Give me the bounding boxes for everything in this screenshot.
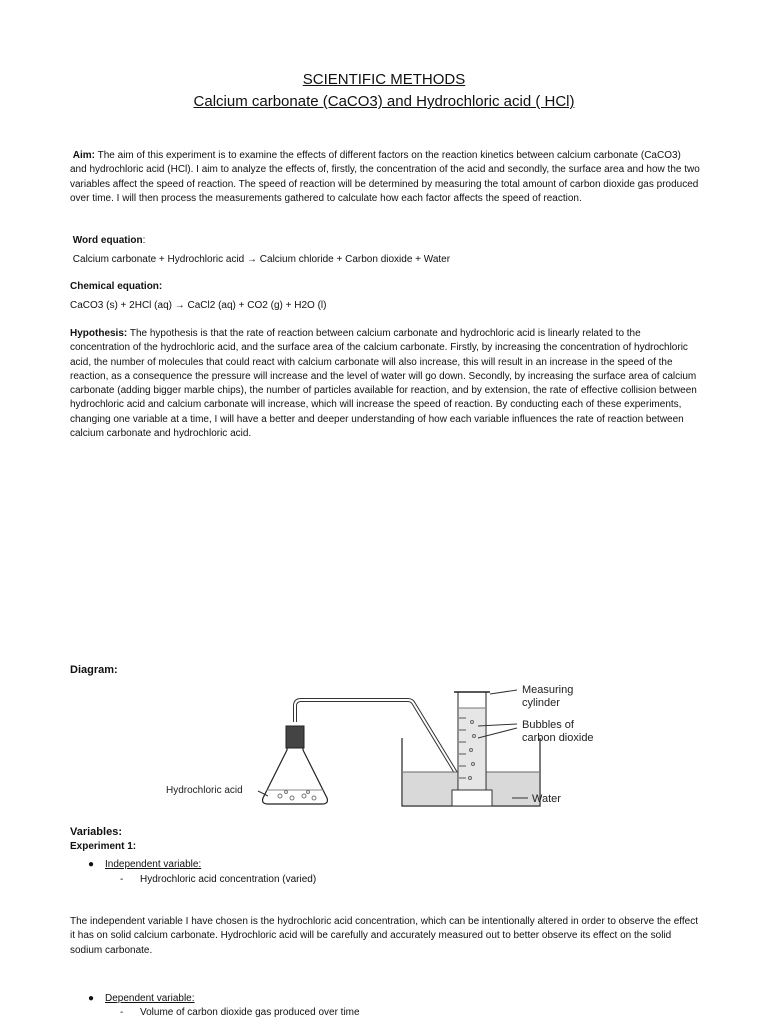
- stopper: [286, 726, 304, 748]
- dependent-variable-bullet: [88, 992, 195, 1005]
- dependent-variable-label: Dependent variable:: [105, 993, 195, 1004]
- experiment-1-heading: Experiment 1:: [70, 841, 137, 852]
- bullet-dot: ●: [88, 993, 95, 1004]
- hypothesis-label: Hypothesis:: [70, 328, 128, 339]
- apparatus-diagram: [160, 678, 610, 818]
- independent-variable-paragraph: The independent variable I have chosen is the hydrochloric acid concentration, which can be intentionally altered in order to observe the effect it has on solid calcium carbonate. Hydrochloric acid will be carefully and accurately measured out to better observe its effect on the solid sodium carbonate.: [70, 916, 698, 956]
- label-bubbles-1: Bubbles of: [522, 719, 574, 731]
- chemical-equation-text: CaCO3 (s) + 2HCl (aq) → CaCl2 (aq) + CO2 (g) + H2O (l): [70, 300, 327, 311]
- page-title: SCIENTIFIC METHODS: [302, 71, 466, 88]
- independent-variable-bullet: [88, 858, 201, 871]
- chemical-equation-label: Chemical equation:: [70, 281, 163, 292]
- word-equation-text: Calcium carbonate + Hydrochloric acid → Calcium chloride + Carbon dioxide + Water: [72, 254, 451, 265]
- label-hydrochloric-acid: Hydrochloric acid: [166, 785, 243, 796]
- diagram-heading: Diagram:: [70, 664, 118, 676]
- aim-text: The aim of this experiment is to examine the effects of different factors on the reaction kinetics between calcium carbonate (CaCO3) and hydrochloric acid (HCl). I aim to analyze the effects of, firstly, the concentration of the acid and secondly, the surface area and how the two variables affect the speed of reaction. The speed of reaction will be determined by measuring the total amount of carbon dioxide gas produced over time. I will then process the measurements gathered to calculate how each factor affects the speed of reaction.: [70, 150, 700, 204]
- independent-variable-value: - Hydrochloric acid concentration (varied): [120, 874, 317, 885]
- dependent-variable-value: - Volume of carbon dioxide gas produced over time: [120, 1007, 360, 1018]
- label-water: Water: [532, 793, 561, 805]
- page-subtitle: Calcium carbonate (CaCO3) and Hydrochloric acid ( HCl): [193, 93, 575, 110]
- word-equation-label: Word equation: [72, 235, 143, 246]
- variables-heading: Variables:: [70, 826, 122, 838]
- label-measuring-cylinder-1: Measuring: [522, 684, 574, 696]
- label-bubbles-2: carbon dioxide: [522, 732, 594, 744]
- hypothesis-text: The hypothesis is that the rate of reaction between calcium carbonate and hydrochloric acid is linearly related to the concentration of the hydrochloric acid, and the surface area of the calcium carbonate. Firstly, by increasing the concentration of hydrochloric acid, the number of molecules that could react with calcium carbonate will also increase, this will result in an increase in the speed of the reaction, as a consequence the pressure will increase and the level of water will go down. Secondly, by increasing the surface area of calcium carbonate (adding bigger marble chips), the number of particles available for reaction, and by extension, the rate of effective collision between hydrochloric acid and calcium carbonate will increase, which will increase the speed of reaction. By conducting each of these experiments, changing one variable at a time, I will have a better and deeper understanding of how each variable influences the rate of reaction between calcium carbonate and hydrochloric acid.: [70, 328, 697, 440]
- bullet-dot: ●: [88, 859, 95, 870]
- aim-paragraph: [70, 149, 700, 206]
- label-measuring-cylinder-2: cylinder: [522, 697, 560, 709]
- aim-label: Aim:: [72, 150, 96, 161]
- hypothesis-paragraph: [70, 327, 700, 441]
- independent-variable-label: Independent variable:: [105, 859, 202, 870]
- word-equation-heading: Word equation:: [72, 235, 146, 246]
